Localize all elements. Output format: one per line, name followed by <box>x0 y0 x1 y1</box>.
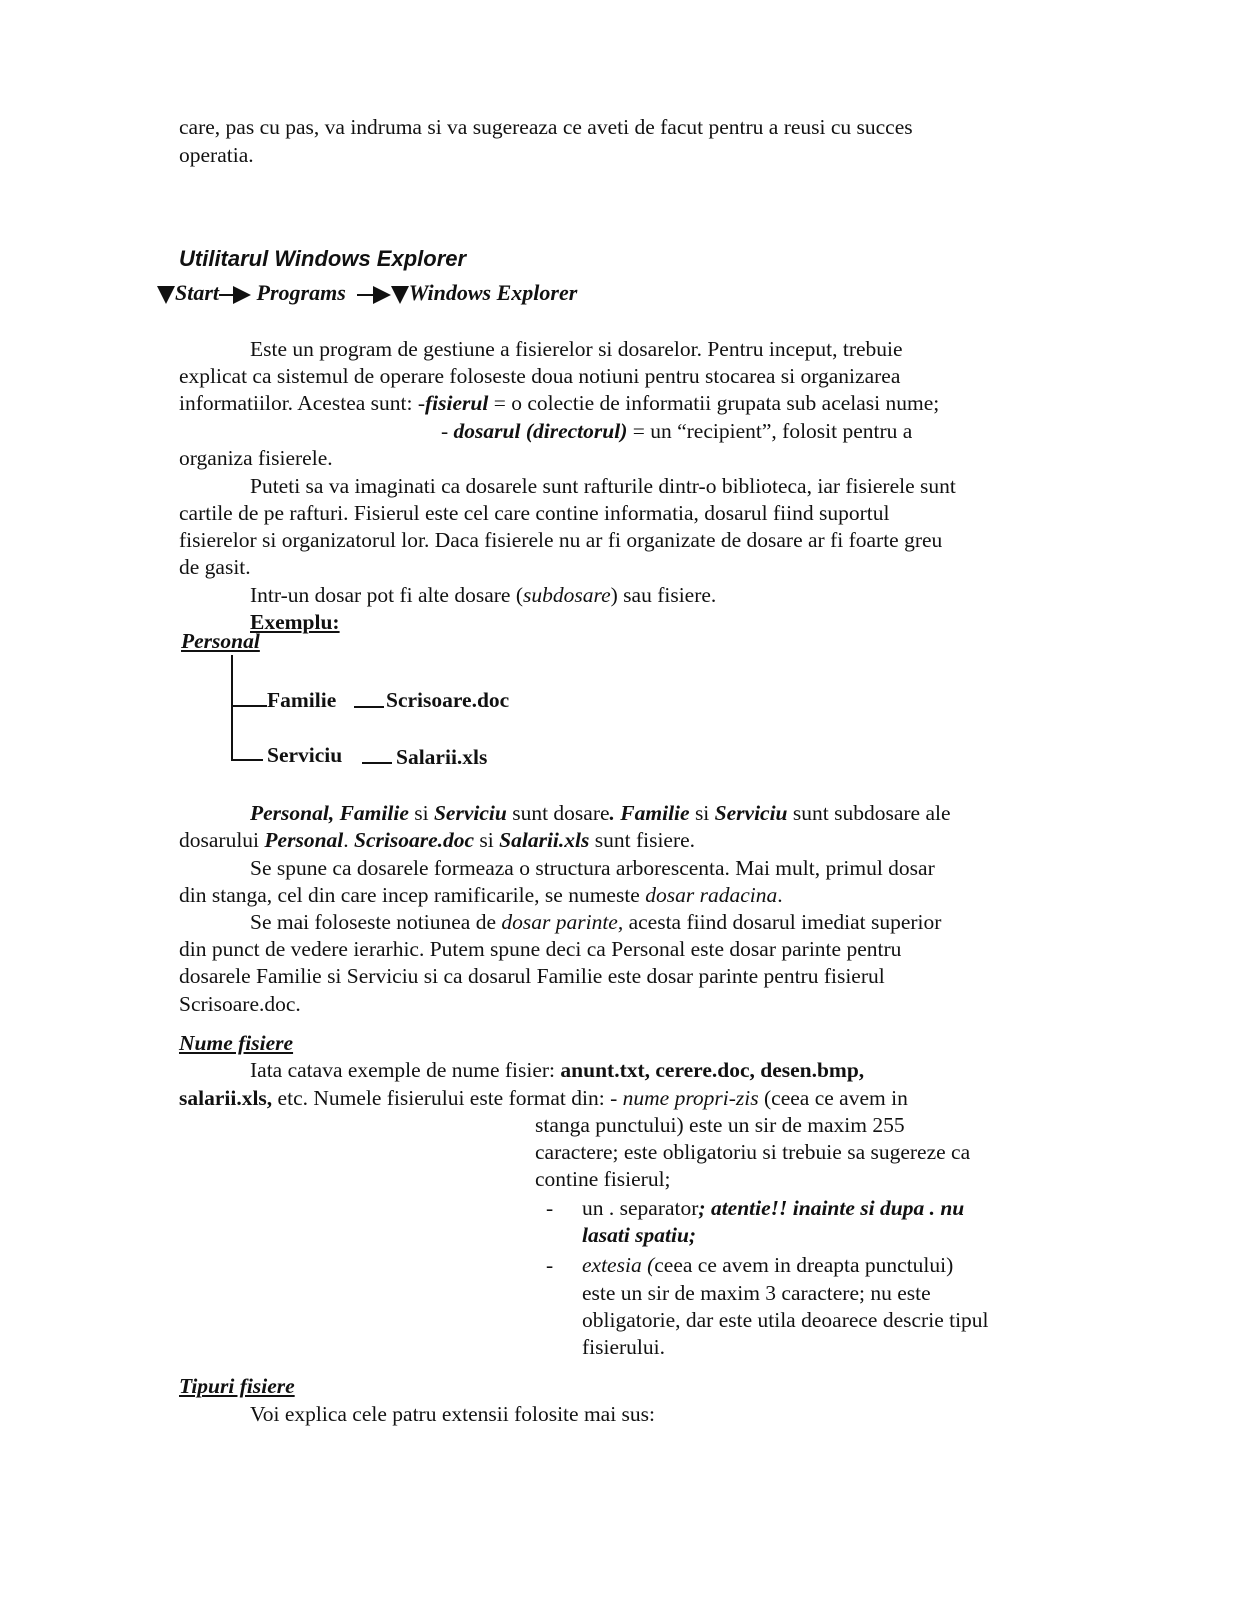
text-run: un . separator <box>582 1196 699 1220</box>
section-title-tipuri-fisiere: Tipuri fisiere <box>179 1374 295 1398</box>
tree-branch-line <box>231 759 263 761</box>
paragraph-line <box>441 418 912 444</box>
paragraph-line <box>250 1057 864 1083</box>
navigation-path <box>157 280 577 306</box>
tree-branch-line <box>362 762 392 764</box>
paragraph-line <box>250 909 941 935</box>
text-run: (ceea ce avem in <box>764 1086 908 1110</box>
paragraph-line: stanga punctului) este un sir de maxim 255 <box>535 1113 905 1137</box>
triangle-right-icon <box>373 286 391 304</box>
text-run: Se mai foloseste notiunea de <box>250 910 496 934</box>
paragraph-line <box>179 827 695 853</box>
text-run: sunt dosare <box>512 801 610 825</box>
text-run: sunt subdosare ale <box>792 801 951 825</box>
paragraph-line: Este un program de gestiune a fisierelor si dosarelor. Pentru inceput, trebuie <box>250 337 903 361</box>
text-run: anunt.txt, cerere.doc, desen.bmp, <box>560 1058 865 1082</box>
tree-file-salarii: Salarii.xls <box>396 745 488 769</box>
text-run: salarii.xls, <box>179 1086 273 1110</box>
text-run: Scrisoare.doc <box>354 828 475 852</box>
text-run: = un “recipient”, folosit pentru a <box>632 419 913 443</box>
text-run: sunt fisiere. <box>594 828 696 852</box>
path-programs: Programs <box>256 280 346 305</box>
triangle-down-icon <box>391 286 409 304</box>
list-item <box>582 1252 953 1278</box>
paragraph-line: de gasit. <box>179 555 251 579</box>
bullet-dash: - <box>546 1253 554 1277</box>
path-start: Start <box>175 280 220 305</box>
paragraph-line <box>179 882 783 908</box>
arrow-line <box>219 294 233 296</box>
term-nume-propriu: nume propri-zis <box>622 1086 759 1110</box>
tree-file-scrisoare: Scrisoare.doc <box>386 688 510 712</box>
term-dosar-radacina: dosar radacina <box>645 883 778 907</box>
tree-branch-line <box>231 705 267 707</box>
paragraph-line: organiza fisierele. <box>179 446 333 470</box>
text-run: Iata catava exemple de nume fisier: <box>250 1058 556 1082</box>
paragraph-line: dosarele Familie si Serviciu si ca dosarul Familie este dosar parinte pentru fisierul <box>179 964 885 988</box>
paragraph-line <box>179 390 939 416</box>
text-run: Serviciu <box>714 801 788 825</box>
term-fisierul: fisierul <box>425 391 489 415</box>
list-item-continuation: lasati spatiu; <box>582 1223 697 1247</box>
text-run: Personal <box>264 828 344 852</box>
text-run: . <box>343 828 349 852</box>
text-run: ; atentie!! inainte si dupa . nu <box>698 1196 965 1220</box>
list-item-continuation: este un sir de maxim 3 caractere; nu este <box>582 1281 931 1305</box>
tree-root-personal: Personal <box>181 629 260 653</box>
term-subdosare: subdosare <box>523 583 611 607</box>
list-item-continuation: fisierului. <box>582 1335 665 1359</box>
text-run: informatiilor. Acestea sunt: - <box>179 391 426 415</box>
term-dosarul: dosarul (directorul) <box>453 419 628 443</box>
text-run: Salarii.xls <box>499 828 590 852</box>
term-dosar-parinte: dosar parinte, <box>501 910 624 934</box>
term-extensia: extesia ( <box>582 1253 655 1277</box>
text-run: Intr-un dosar pot fi alte dosare ( <box>250 583 524 607</box>
intro-line-2: operatia. <box>179 143 254 167</box>
path-windows-explorer: Windows Explorer <box>408 280 578 305</box>
paragraph-line: contine fisierul; <box>535 1167 671 1191</box>
text-run: si <box>694 801 710 825</box>
paragraph-line: fisierelor si organizatorul lor. Daca fisierele nu ar fi organizate de dosare ar fi foarte greu <box>179 528 943 552</box>
text-run: din stanga, cel din care incep ramificarile, se numeste <box>179 883 640 907</box>
paragraph-line: Puteti sa va imaginati ca dosarele sunt rafturile dintr-o biblioteca, iar fisierele sunt <box>250 474 956 498</box>
list-item <box>582 1195 964 1221</box>
section-title-nume-fisiere: Nume fisiere <box>179 1031 294 1055</box>
text-run: acesta fiind dosarul imediat superior <box>628 910 942 934</box>
tree-folder-familie: Familie <box>267 688 337 712</box>
arrow-line <box>357 294 373 296</box>
text-run: . Familie <box>609 801 690 825</box>
text-run: Serviciu <box>433 801 507 825</box>
paragraph-line: Voi explica cele patru extensii folosite mai sus: <box>250 1402 656 1426</box>
tree-branch-line <box>354 706 384 708</box>
list-item-continuation: obligatorie, dar este utila deoarece descrie tipul <box>582 1308 989 1332</box>
paragraph-line <box>250 582 716 608</box>
paragraph-line: din punct de vedere ierarhic. Putem spune deci ca Personal este dosar parinte pentru <box>179 937 902 961</box>
paragraph-line <box>250 800 951 826</box>
tree-trunk-line <box>231 655 233 761</box>
triangle-down-icon <box>157 286 175 304</box>
paragraph-line <box>179 1085 908 1111</box>
text-run: si <box>479 828 494 852</box>
text-run: ) sau fisiere. <box>610 583 717 607</box>
example-label: Exemplu: <box>250 610 340 634</box>
paragraph-line: Se spune ca dosarele formeaza o structura arborescenta. Mai mult, primul dosar <box>250 856 935 880</box>
text-run: dosarului <box>179 828 260 852</box>
text-run: ceea ce avem in dreapta punctului) <box>654 1253 954 1277</box>
paragraph-line: Scrisoare.doc. <box>179 992 301 1016</box>
text-run: Personal, Familie <box>250 801 409 825</box>
text-run: = o colectie de informatii grupata sub acelasi nume; <box>493 391 940 415</box>
tree-folder-serviciu: Serviciu <box>267 743 343 767</box>
paragraph-line: explicat ca sistemul de operare foloseste doua notiuni pentru stocarea si organizarea <box>179 364 901 388</box>
text-run: . <box>777 883 783 907</box>
section-title-explorer: Utilitarul Windows Explorer <box>179 246 467 271</box>
triangle-right-icon <box>233 286 251 304</box>
paragraph-line: cartile de pe rafturi. Fisierul este cel care contine informatia, dosarul fiind suportul <box>179 501 890 525</box>
text-run: etc. Numele fisierului este format din: - <box>277 1086 618 1110</box>
intro-line-1: care, pas cu pas, va indruma si va sugereaza ce aveti de facut pentru a reusi cu succes <box>179 115 913 139</box>
paragraph-line: caractere; este obligatoriu si trebuie sa sugereze ca <box>535 1140 971 1164</box>
text-run: - <box>441 419 449 443</box>
text-run: si <box>414 801 429 825</box>
bullet-dash: - <box>546 1196 554 1220</box>
